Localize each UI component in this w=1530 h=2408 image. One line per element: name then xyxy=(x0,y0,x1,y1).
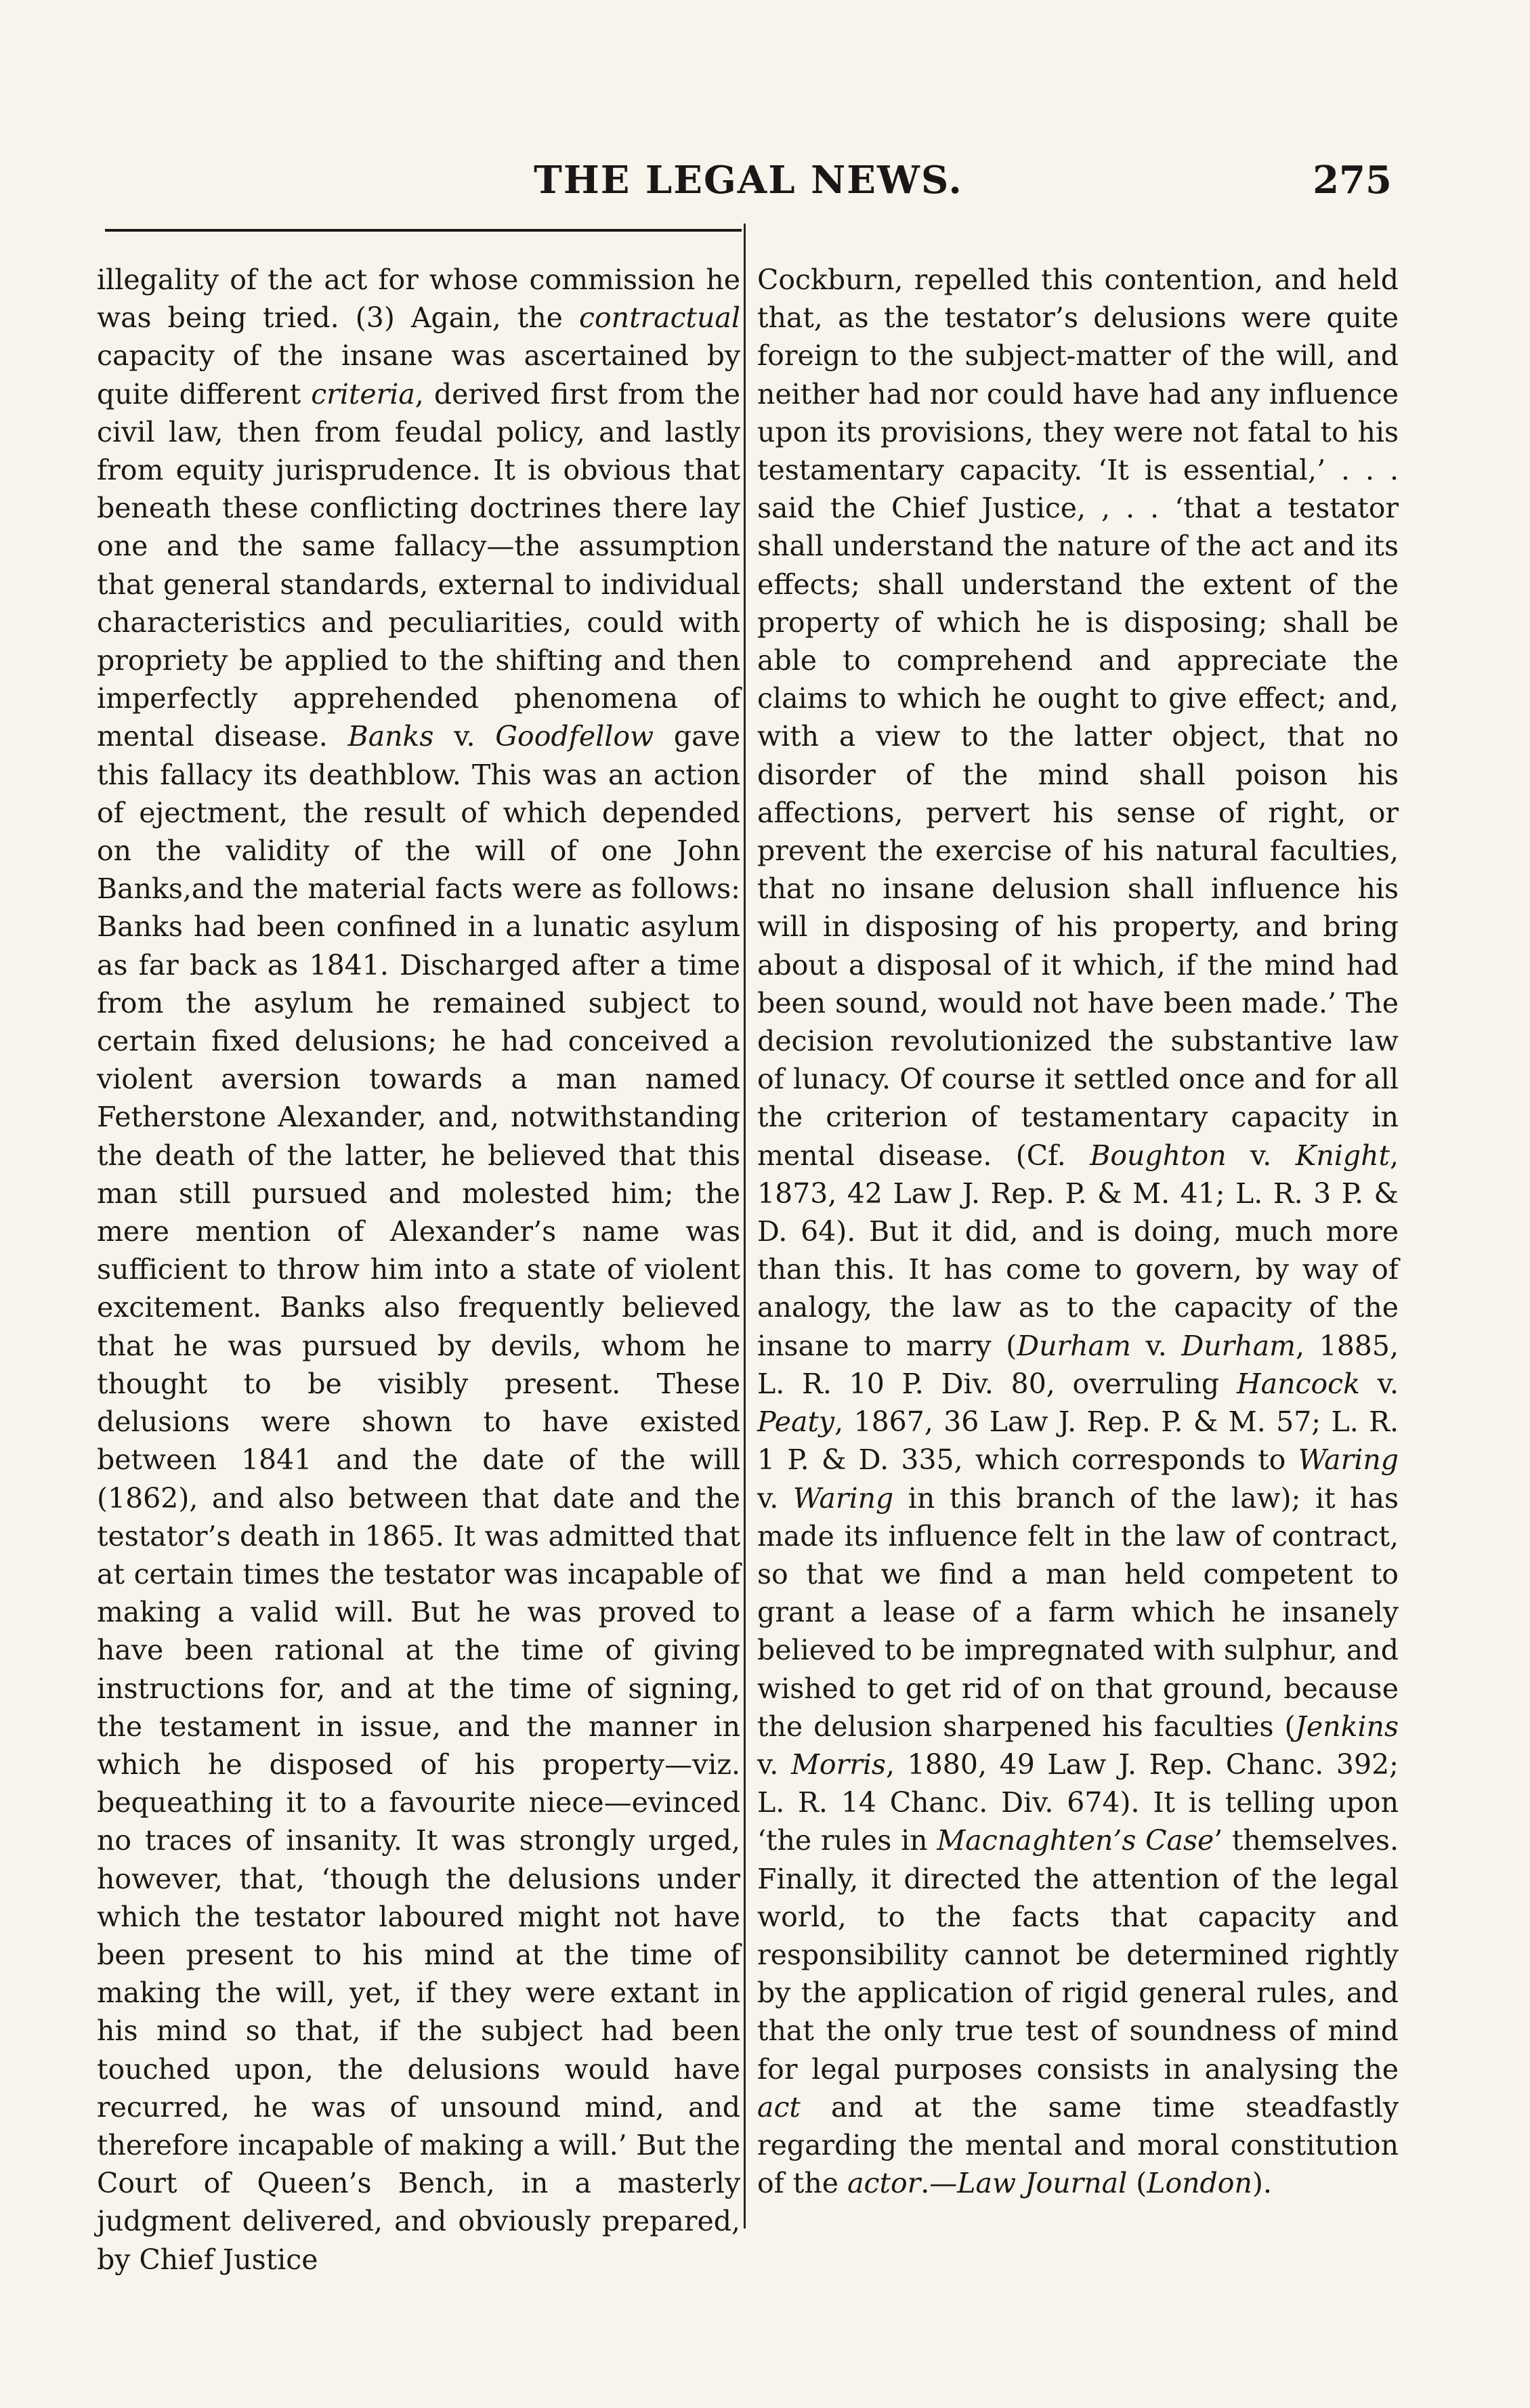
journal-title: THE LEGAL NEWS. xyxy=(534,158,963,203)
left-column xyxy=(97,261,740,2276)
header-rule xyxy=(105,229,742,232)
right-column xyxy=(757,261,1399,2225)
right-column-text: Cockburn, repelled this contention, and held that, as the testator’s delusions were quite foreign to the subject-matter of the will, and neither had nor could have had any influence upon its provisions, they were not fatal to his testamentary capacity. ‘It is essential,’ . . . said the Chief Justice, , . . ‘that a testator shall understand the nature of the act and its effects; shall understand the extent of the property of which he is disposing; shall be able to comprehend and appreciate the claims to which he ought to give effect; and, with a view to the latter object, that no disorder of the mind shall poison his affections, pervert his sense of right, or prevent the exercise of his natural faculties, that no insane delusion shall influence his will in disposing of his property, and bring about a disposal of it which, if the mind had been sound, would not have been made.’ The decision revolutionized the substantive law of lunacy. Of course it settled once and for all the criterion of testamentary capacity in mental disease. (Cf. Boughton v. Knight, 1873, 42 Law J. Rep. P. & M. 41; L. R. 3 P. & D. 64). But it did, and is doing, much more than this. It has come to govern, by way of analogy, the law as to the capacity of the insane to marry (Durham v. Durham, 1885, L. R. 10 P. Div. 80, overruling Hancock v. Peaty, 1867, 36 Law J. Rep. P. & M. 57; L. R. 1 P. & D. 335, which corresponds to Waring v. Waring in this branch of the law); it has made its influence felt in the law of contract, so that we find a man held competent to grant a lease of a farm which he insanely believed to be impregnated with sulphur, and wished to get rid of on that ground, because the delusion sharpened his faculties (Jenkins v. Morris, 1880, 49 Law J. Rep. Chanc. 392; L. R. 14 Chanc. Div. 674). It is telling upon ‘the rules in Macnaghten’s Case’ themselves. Finally, it directed the attention of the legal world, to the facts that capacity and responsibility cannot be determined rightly by the application of rigid general rules, and that the only true test of soundness of mind for legal purposes consists in analysing the act and at the same time steadfastly regarding the mental and moral constitution of the actor.—Law Journal (London). xyxy=(757,263,1399,2200)
left-column-text: illegality of the act for whose commission he was being tried. (3) Again, the contractual capacity of the insane was ascertained by quite different criteria, derived first from the civil law, then from feudal policy, and lastly from equity jurisprudence. It is obvious that beneath these conflicting doctrines there lay one and the same fallacy—the assumption that general standards, external to individual characteristics and peculiarities, could with propriety be applied to the shifting and then imperfectly apprehended phenomena of mental disease. Banks v. Goodfellow gave this fallacy its deathblow. This was an action of ejectment, the result of which depended on the validity of the will of one John Banks,and the material facts were as follows: Banks had been confined in a lunatic asylum as far back as 1841. Discharged after a time from the asylum he remained subject to certain fixed delusions; he had conceived a violent aversion towards a man named Fetherstone Alexander, and, notwithstanding the death of the latter, he believed that this man still pursued and molested him; the mere mention of Alexander’s name was sufficient to throw him into a state of violent excitement. Banks also frequently believed that he was pursued by devils, whom he thought to be visibly present. These delusions were shown to have existed between 1841 and the date of the will (1862), and also between that date and the testator’s death in 1865. It was admitted that at certain times the testator was incapable of making a valid will. But he was proved to have been rational at the time of giving instructions for, and at the time of signing, the testament in issue, and the manner in which he disposed of his property—viz. bequeathing it to a favourite niece—evinced no traces of insanity. It was strongly urged, however, that, ‘though the delusions under which the testator laboured might not have been present to his mind at the time of making the will, yet, if they were extant in his mind so that, if the subject had been touched upon, the delusions would have recurred, he was of unsound mind, and therefore incapable of making a will.’ But the Court of Queen’s Bench, in a masterly judgment delivered, and obviously prepared, by Chief Justice xyxy=(97,263,740,2276)
page-header xyxy=(105,139,1392,213)
page-number: 275 xyxy=(1313,158,1392,203)
column-divider xyxy=(744,224,746,2229)
